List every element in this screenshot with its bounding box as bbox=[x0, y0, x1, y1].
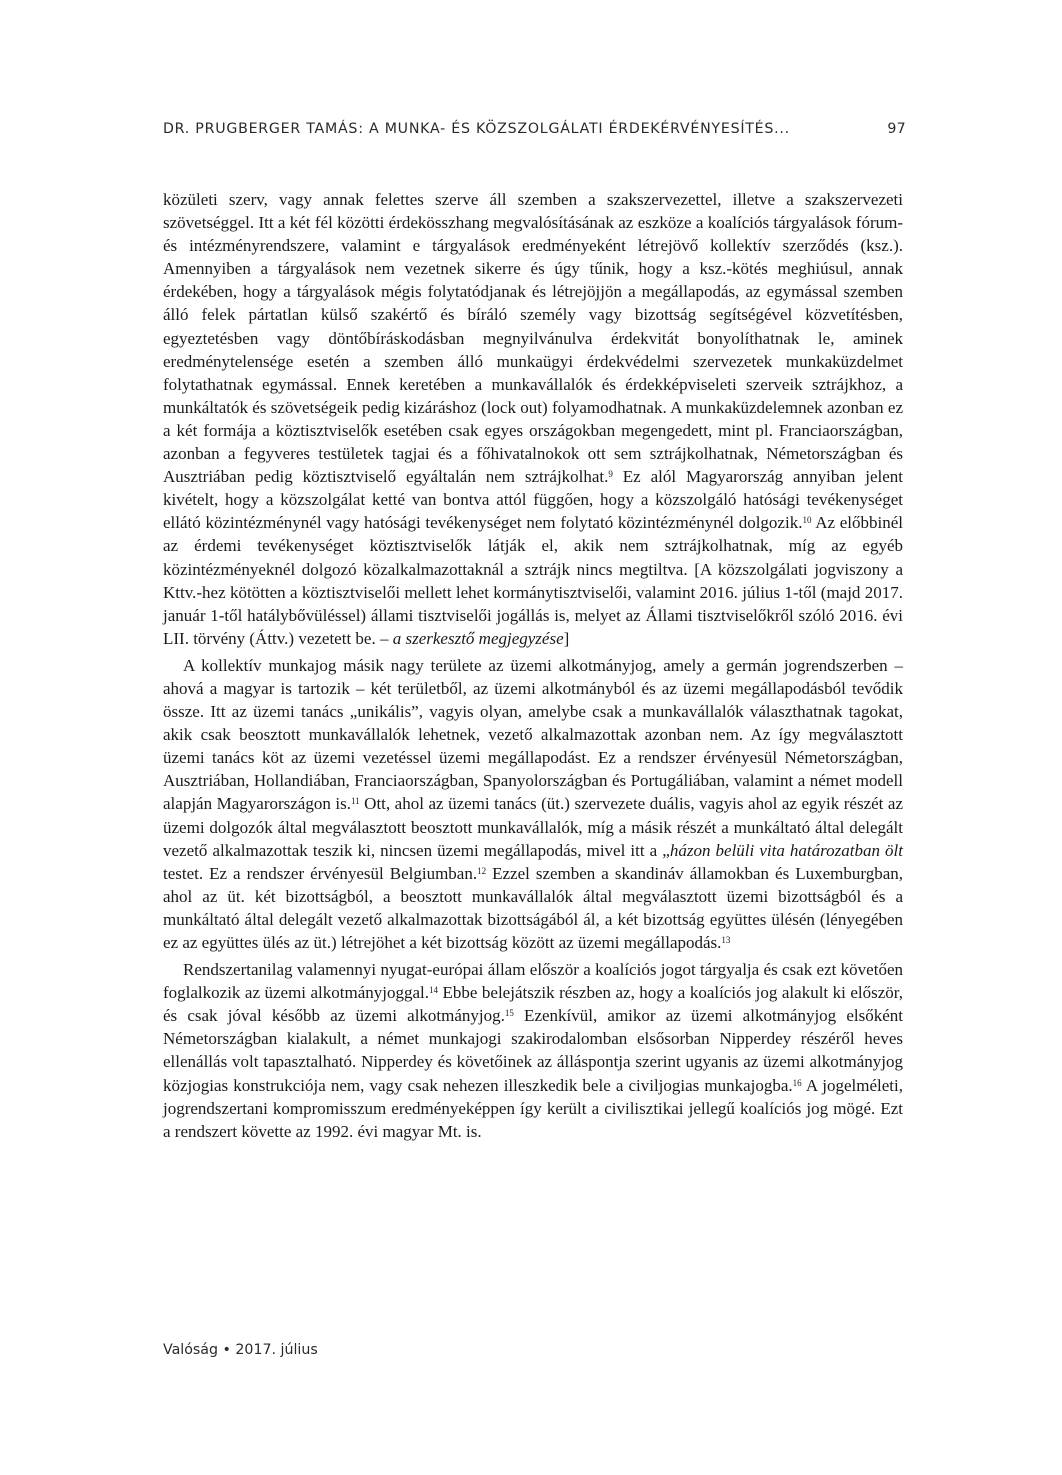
text-run: testet. Ez a rendszer érvényesül Belgiumban. bbox=[163, 863, 478, 883]
text-run: Ezzel szemben a skandináv államokban és Luxemburgban, ahol az üt. két bizottságból, a beosztott munkavállalók által megválasztott üzemi bizottságból és a munkáltató által delegált vezető alkalmazottak bizottságából ál, a két bizottság együttes ülésén (lényegében ez az együttes ülés az üt.) létrejöhet a két bizottság között az üzemi megállapodás. bbox=[163, 863, 903, 952]
emphasis-text: házon belüli vita határozatban ölt bbox=[669, 840, 903, 860]
page-number: 97 bbox=[887, 121, 906, 137]
paragraph bbox=[163, 188, 903, 650]
text-run: Ez alól Magyarország annyiban jelent kivételt, hogy a közszolgálat ketté van bontva attól függően, hogy a közszolgáló hatósági tevékenységet ellátó közintézménynél vagy hatósági tevékenységet nem folytató közintézménynél dolgozik. bbox=[163, 467, 903, 533]
text-run: Az előbbinél az érdemi tevékenységet köztisztviselők látják el, akik nem sztrájkolhatnak, míg az egyéb közintézményeknél dolgozó közalkalmazottaknál a sztrájk nincs megtiltva. [A közszolgálati jogviszony a Kttv.-hez kötötten a köztisztviselői mellett lehet kormánytisztviselői, valamint 2016. július 1-től (majd 2017. január 1-től hatálybővüléssel) állami tisztviselői jogállás is, melyet az Állami tisztviselőkről szóló 2016. évi LII. törvény (Áttv.) vezetett be. – bbox=[163, 513, 903, 648]
footnote-ref: 11 bbox=[350, 796, 360, 807]
footnote-ref: 16 bbox=[792, 1077, 802, 1088]
running-header bbox=[163, 121, 906, 137]
paragraph bbox=[163, 958, 903, 1143]
running-title: DR. PRUGBERGER TAMÁS: A MUNKA- ÉS KÖZSZOLGÁLATI ÉRDEKÉRVÉNYESÍTÉS... bbox=[163, 121, 790, 137]
text-run: közületi szerv, vagy annak felettes szerve áll szemben a szakszervezettel, illetve a szakszervezeti szövetséggel. Itt a két fél közötti érdekösszhang megvalósításának az eszköze a koalíciós tárgyalások fórum- és intézményrendszere, valamint e tárgyalások eredményeként létrejövő kollektív szerződés (ksz.). Amennyiben a tárgyalások nem vezetnek sikerre és úgy tűnik, hogy a ksz.-kötés meghiúsul, annak érdekében, hogy a tárgyalások mégis folytatódjanak és létrejöjjön a megállapodás, az egymással szemben álló felek pártatlan külső szakértő és bíráló személy vagy bizottság segítségével közvetítésben, egyeztetésben vagy döntőbíráskodásban megnyilvánulva érdekvitát bonyolíthatnak le, aminek eredménytelensége esetén a szemben álló munkaügyi érdekvédelmi szervezetek munkaküzdelmet folytathatnak egymással. Ennek keretében a munkavállalók és érdekképviseleti szerveik sztrájkhoz, a munkáltatók és szövetségeik pedig kizáráshoz (lock out) folyamodhatnak. A munkaküzdelemnek azonban ez a két formája a köztisztviselők esetében csak egyes országokban megengedett, mint pl. Franciaországban, azonban a fegyveres testületek tagjai és a főhivatalnokok ott sem sztrájkolhatnak, Németországban és Ausztriában pedig köztisztviselő egyáltalán nem sztrájkolhat. bbox=[163, 190, 903, 487]
text-run: A jogelméleti, jogrendszertani kompromisszum eredményeképpen így került a civilisztikai jellegű koalíciós jog mögé. Ezt a rendszert követte az 1992. évi magyar Mt. is. bbox=[163, 1075, 903, 1141]
paragraph bbox=[163, 654, 903, 954]
text-run: Rendszertanilag valamennyi nyugat-európai állam először a koalíciós jogot tárgyalja és csak ezt követően foglalkozik az üzemi alkotmányjoggal. bbox=[163, 960, 903, 1003]
footnote-ref: 9 bbox=[608, 469, 613, 480]
text-run: Ezenkívül, amikor az üzemi alkotmányjog elsőként Németországban kialakult, a német munkajogi szakirodalomban elsősorban Nipperdey részéről heves ellenállás volt tapasztalható. Nipperdey és követőinek az álláspontja szerint ugyanis az üzemi alkotmányjog közjogias konstrukciója nem, vagy csak nehezen illeszkedik bele a civiljogias munkajogba. bbox=[163, 1006, 903, 1095]
text-run: A kollektív munkajog másik nagy területe az üzemi alkotmányjog, amely a germán jogrendszerben – ahová a magyar is tartozik – két területből, az üzemi alkotmányból és az üzemi megállapodásból tevődik össze. Itt az üzemi tanács „unikális”, vagyis olyan, amelybe csak a munkavállalók választhatnak tagokat, akik csak beosztott munkavállalók lehetnek, vezető alkalmazottak azonban nem. Az így megválasztott üzemi tanács köt az üzemi vezetéssel üzemi megállapodást. Ez a rendszer érvényesül Németországban, Ausztriában, Hollandiában, Franciaországban, Spanyolországban és Portugáliában, valamint a német modell alapján Magyarországon is. bbox=[163, 655, 903, 814]
text-run: Ebbe belejátszik részben az, hogy a koalíciós jog alakult ki először, és csak jóval később az üzemi alkotmányjog. bbox=[163, 983, 903, 1026]
footnote-ref: 13 bbox=[721, 935, 731, 945]
text-run: Ott, ahol az üzemi tanács (üt.) szervezete duális, vagyis ahol az egyik részét az üzemi dolgozók által megválasztott beosztott munkavállalók, míg a másik részét a munkáltató által delegált vezető alkalmazottak teszik ki, nincsen üzemi megállapodás, mivel itt a „ bbox=[163, 794, 903, 860]
footer-publication: Valóság • 2017. július bbox=[163, 1342, 318, 1358]
footnote-ref: 14 bbox=[429, 985, 439, 996]
footnote-ref: 15 bbox=[504, 1008, 514, 1019]
footnote-ref: 12 bbox=[477, 865, 487, 876]
text-run: ] bbox=[563, 628, 570, 648]
footnote-ref: 10 bbox=[802, 515, 812, 526]
article-body bbox=[163, 188, 903, 1143]
emphasis-text: a szerkesztő megjegyzése bbox=[392, 628, 564, 648]
